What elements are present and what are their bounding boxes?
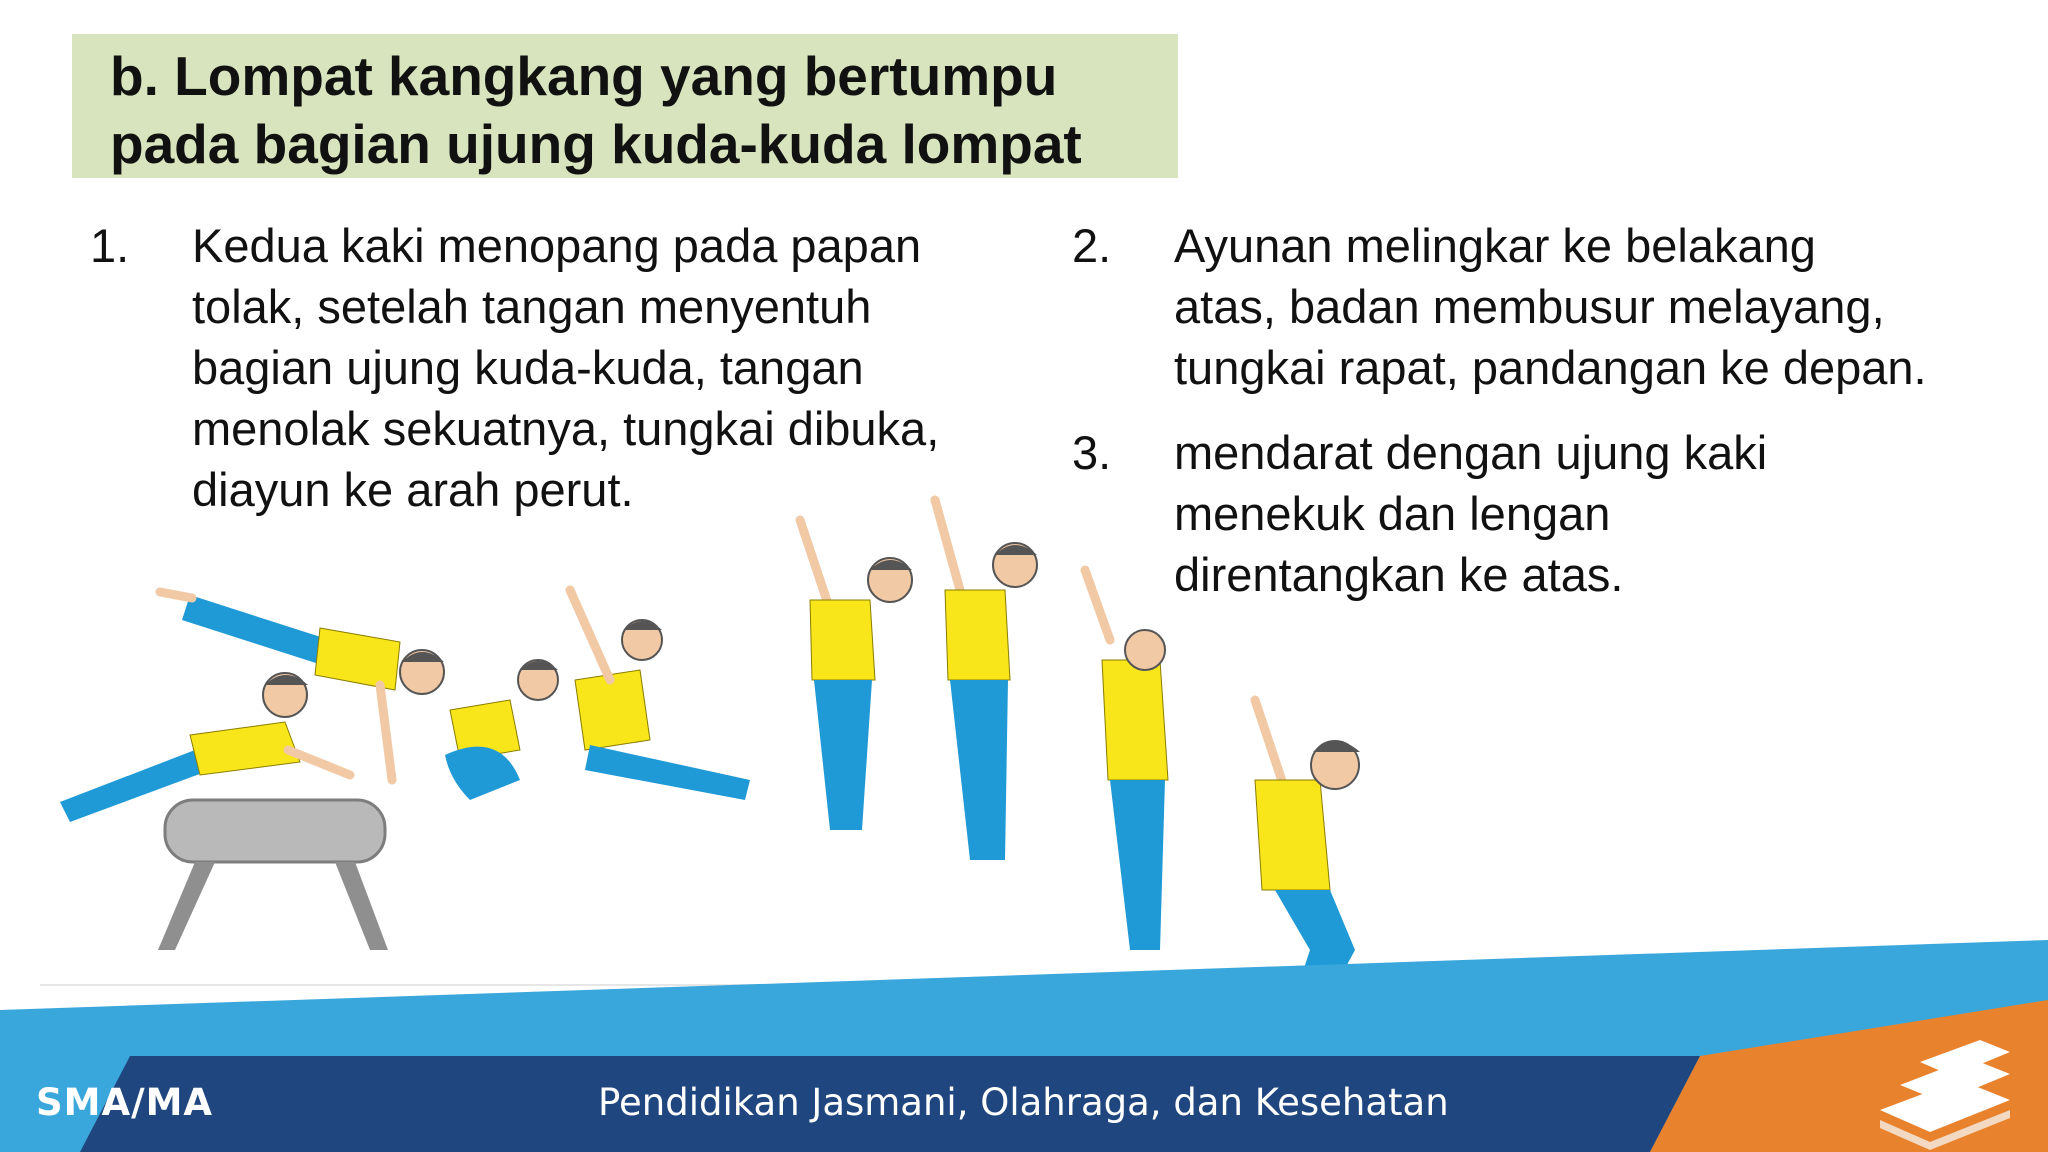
gymnast-figure-4 (570, 590, 750, 800)
step-2-line-3: tungkai rapat, pandangan ke depan. (1174, 341, 1927, 394)
gymnast-figure-7 (1085, 570, 1168, 950)
slide-title-line-1: b. Lompat kangkang yang bertumpu (110, 45, 1058, 107)
step-1-line-2: tolak, setelah tangan menyentuh (192, 280, 872, 333)
gymnast-figure-6 (935, 500, 1037, 860)
gymnast-figure-5 (800, 520, 912, 830)
footer-level-label: SMA/MA (36, 1081, 214, 1124)
step-1-line-3: bagian ujung kuda-kuda, tangan (192, 341, 864, 394)
step-1-line-5: diayun ke arah perut. (192, 463, 634, 516)
step-2-line-1: Ayunan melingkar ke belakang (1174, 219, 1816, 272)
footer-subject-label: Pendidikan Jasmani, Olahraga, dan Kesehatan (598, 1081, 1449, 1124)
step-3-number: 3. (1072, 426, 1112, 479)
step-1-line-4: menolak sekuatnya, tungkai dibuka, (192, 402, 940, 455)
step-3-line-2: menekuk dan lengan (1174, 487, 1611, 540)
book-stack-logo-icon (1870, 1040, 2020, 1150)
step-1-line-1: Kedua kaki menopang pada papan (192, 219, 922, 272)
step-1-number: 1. (90, 219, 130, 272)
step-2-number: 2. (1072, 219, 1112, 272)
gymnast-figure-3 (445, 660, 558, 800)
slide-title-line-2: pada bagian ujung kuda-kuda lompat (110, 113, 1082, 175)
step-2-line-2: atas, badan membusur melayang, (1174, 280, 1885, 333)
step-3-line-3: direntangkan ke atas. (1174, 548, 1624, 601)
step-3-line-1: mendarat dengan ujung kaki (1174, 426, 1768, 479)
